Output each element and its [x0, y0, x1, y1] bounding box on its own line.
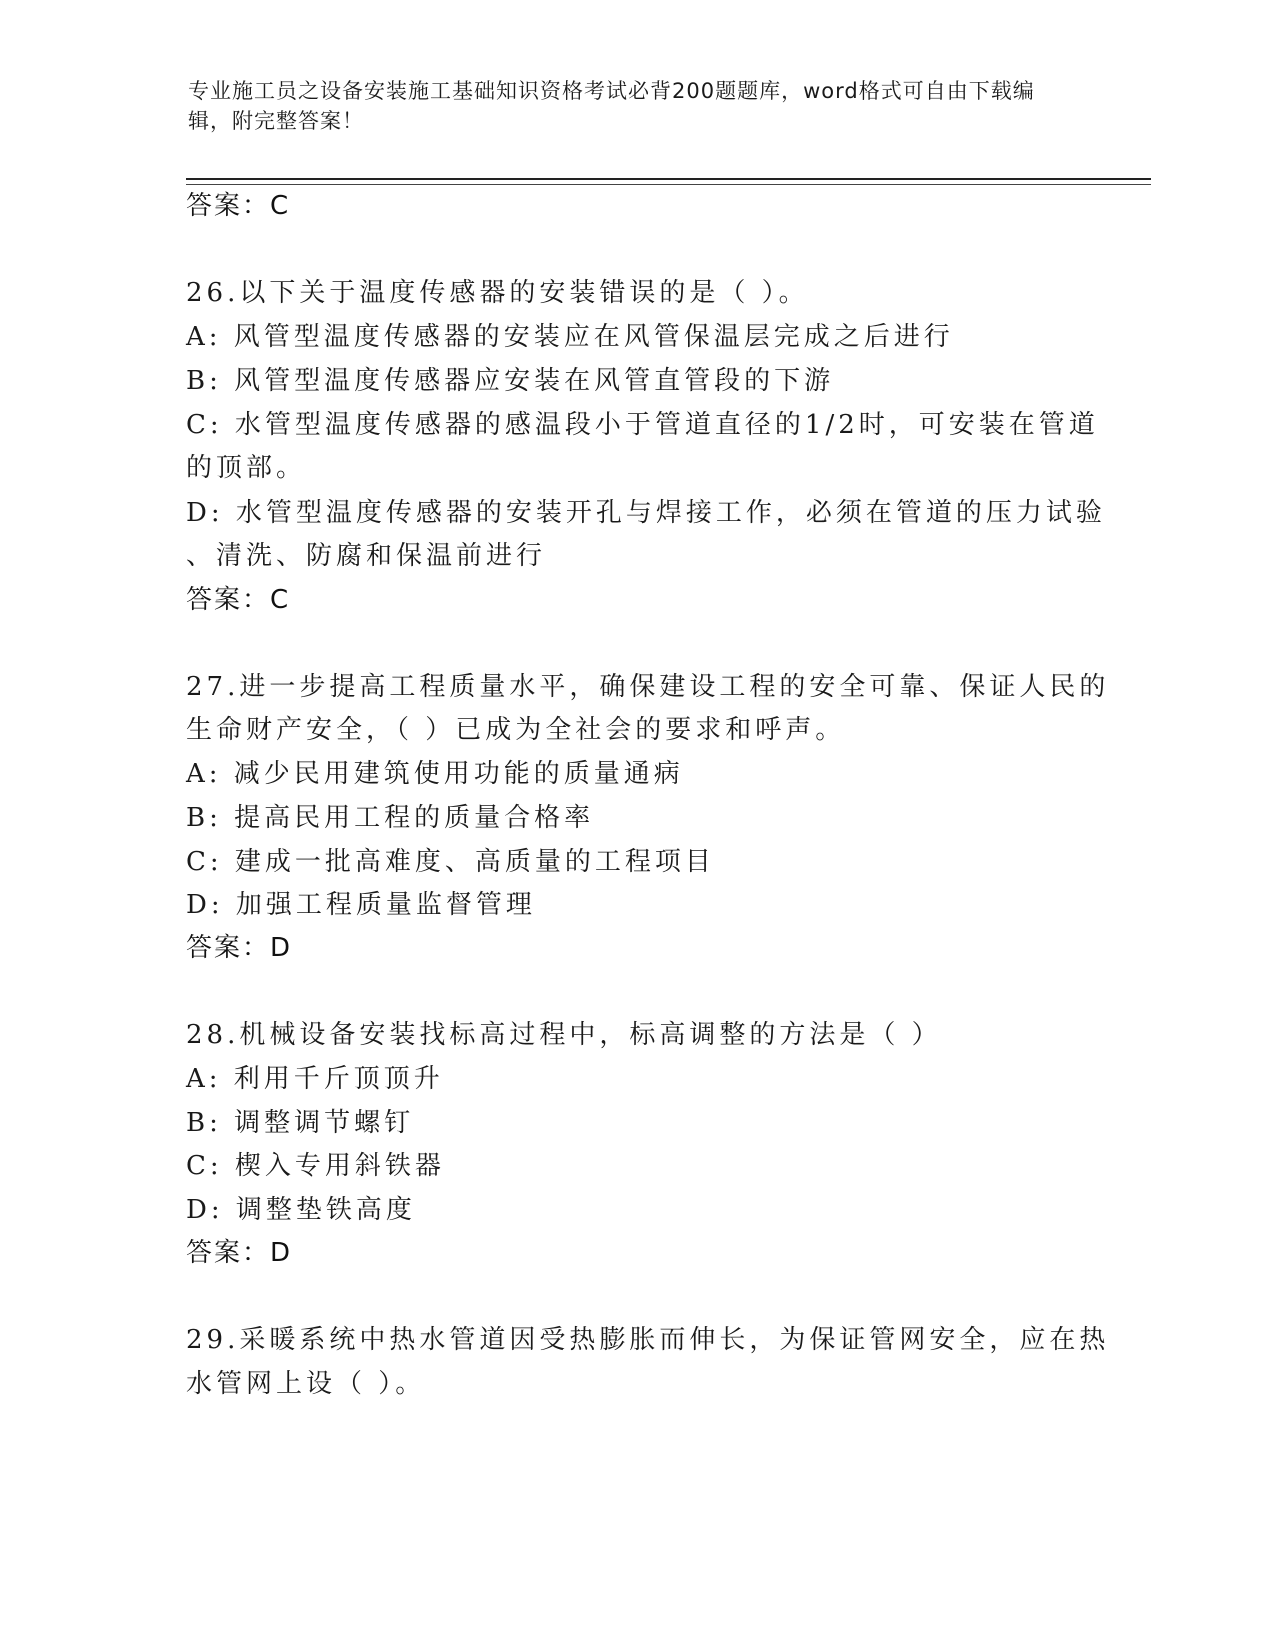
answer-q25: 答案：C — [186, 191, 291, 221]
question-27-option-b: B: 提高民用工程的质量合格率 — [186, 803, 595, 833]
question-28-option-b: B: 调整调节螺钉 — [186, 1108, 415, 1138]
question-27-option-a: A: 减少民用建筑使用功能的质量通病 — [186, 759, 684, 789]
header-rule-thin — [186, 184, 1151, 185]
question-26-option-a: A: 风管型温度传感器的安装应在风管保温层完成之后进行 — [186, 322, 954, 352]
question-27-option-d: D: 加强工程质量监督管理 — [186, 890, 536, 920]
question-27-stem-cont: 生命财产安全，（ ）已成为全社会的要求和呼声。 — [186, 715, 846, 745]
header-rule-thick — [186, 178, 1151, 180]
question-26-option-d: D: 水管型温度传感器的安装开孔与焊接工作，必须在管道的压力试验 — [186, 498, 1106, 528]
question-28-option-a: A: 利用千斤顶顶升 — [186, 1064, 444, 1094]
question-26-option-c: C: 水管型温度传感器的感温段小于管道直径的1/2时，可安装在管道 — [186, 410, 1099, 440]
answer-q28: 答案：D — [186, 1238, 293, 1268]
question-26-option-c-cont: 的顶部。 — [186, 453, 307, 483]
question-28-option-c: C: 楔入专用斜铁器 — [186, 1151, 445, 1181]
question-27-option-c: C: 建成一批高难度、高质量的工程项目 — [186, 847, 715, 877]
question-29-stem: 29.采暖系统中热水管道因受热膨胀而伸长，为保证管网安全，应在热 — [186, 1325, 1110, 1355]
question-26-option-b: B: 风管型温度传感器应安装在风管直管段的下游 — [186, 366, 835, 396]
answer-q26: 答案：C — [186, 585, 291, 615]
question-26-stem: 26.以下关于温度传感器的安装错误的是（ ）。 — [186, 278, 809, 308]
question-29-stem-cont: 水管网上设（ ）。 — [186, 1369, 426, 1399]
question-27-stem: 27.进一步提高工程质量水平，确保建设工程的安全可靠、保证人民的 — [186, 672, 1110, 702]
question-26-option-d-cont: 、清洗、防腐和保温前进行 — [186, 541, 547, 571]
question-28-stem: 28.机械设备安装找标高过程中，标高调整的方法是（ ） — [186, 1020, 942, 1050]
answer-q27: 答案：D — [186, 933, 293, 963]
question-28-option-d: D: 调整垫铁高度 — [186, 1195, 416, 1225]
document-header: 专业施工员之设备安装施工基础知识资格考试必背200题题库，word格式可自由下载编辑，附完整答案！ — [188, 79, 1035, 133]
